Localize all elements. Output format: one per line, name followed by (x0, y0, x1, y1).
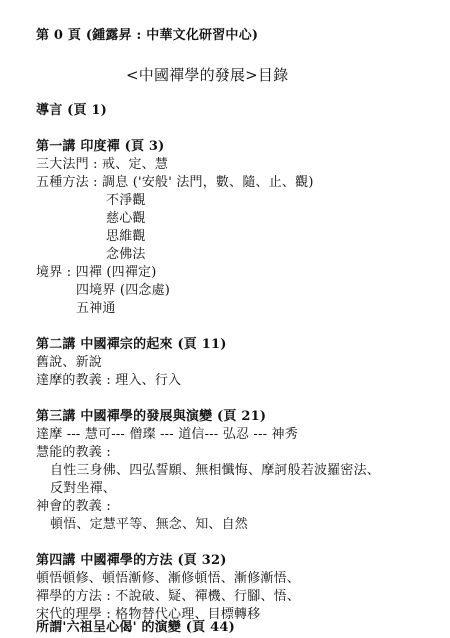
method-item: 念佛法 (106, 247, 146, 262)
lecture2-heading: 第二講 中國禪宗的起來 (頁 11) (36, 337, 227, 352)
document-title: <中國禪學的發展>目錄 (126, 66, 289, 84)
realm-item: 五神通 (76, 301, 116, 316)
lecture4-line: 頓悟頓修、頓悟漸修、漸修頓悟、漸修漸悟、 (36, 571, 301, 586)
intro-entry: 導言 (頁 1) (36, 103, 107, 118)
lecture4-line: 宋代的理學 : 格物替代心理、目標轉移 (36, 607, 261, 622)
lecture4-heading: 第四講 中國禪學的方法 (頁 32) (36, 553, 227, 568)
huineng-line: 自性三身佛、四弘誓願、無相懺悔、摩訶般若波羅密法、 (50, 463, 381, 478)
huineng-line: 反對坐禪、 (50, 481, 117, 496)
lecture3-heading: 第三講 中國禪學的發展與演變 (頁 21) (36, 409, 267, 424)
three-dharmas-line: 三大法門 : 戒、定、慧 (36, 157, 169, 172)
method-item: 思維觀 (106, 229, 146, 244)
realm-item: 四境界 (四念處) (76, 283, 171, 298)
shenhui-label: 神會的教義 : (36, 499, 111, 514)
page-header: 第 0 頁 (鍾露昇 : 中華文化研習中心) (36, 28, 259, 43)
huineng-label: 慧能的教義 : (36, 445, 111, 460)
five-methods-line: 五種方法 : 調息 ('安般' 法門，數、隨、止、觀) (36, 175, 314, 190)
lecture2-line: 舊說、新說 (36, 355, 103, 370)
lecture2-line: 達摩的教義 : 理入、行入 (36, 373, 182, 388)
method-item: 不淨觀 (106, 193, 146, 208)
closing-entry: 所謂'六祖呈心偈' 的演變 (頁 44) (36, 620, 235, 635)
lecture4-line: 禪學的方法 : 不說破、疑、禪機、行腳、悟、 (36, 589, 301, 604)
method-item: 慈心觀 (106, 211, 146, 226)
realms-line: 境界 : 四禪 (四禪定) (36, 265, 157, 280)
shenhui-line: 頓悟、定慧平等、無念、知、自然 (50, 517, 249, 532)
lineage-line: 達摩 --- 慧可--- 僧璨 --- 道信--- 弘忍 --- 神秀 (36, 427, 298, 442)
lecture1-heading: 第一講 印度禪 (頁 3) (36, 139, 165, 154)
